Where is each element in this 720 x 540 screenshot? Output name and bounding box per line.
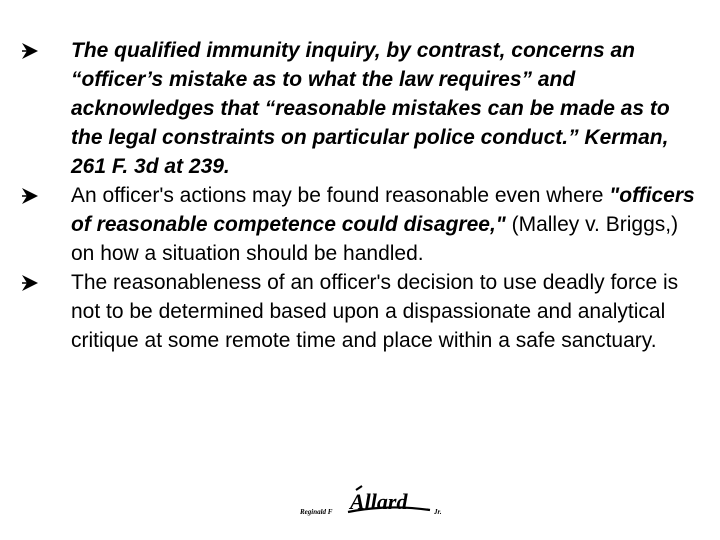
arrow-bullet-icon [20,181,44,210]
bullet-text: (Malley v. Briggs,) on how a situation should be handled. [71,213,679,265]
bullet-text: An officer's actions may be found reasonable even where [71,184,610,207]
arrow-bullet-icon [20,268,44,297]
bullet-text: The qualified immunity inquiry, by contrast, concerns an “officer’s mistake as to what the law requires” and acknowledges that “reasonable mistakes can be made as to the legal constraints on particular police conduct.” Kerman, 261 F. 3d at 239. [71,39,670,178]
logo-first-name: Reginald F [300,508,333,516]
bullet-quote-emphasis: "officers of reasonable competence could disagree," [71,184,695,236]
bullet-list [20,36,700,355]
bullet-text: The reasonableness of an officer's decision to use deadly force is not to be determined based upon a dispassionate and analytical critique at some remote time and place within a safe sanctuary. [71,271,679,352]
logo-surname: Allard [350,489,408,514]
bullet-item-qualified-immunity [20,36,700,181]
arrow-bullet-icon [20,36,44,65]
signature-logo [298,484,448,520]
bullet-item-officer-actions [20,181,700,268]
bullet-item-reasonableness [20,268,700,355]
logo-suffix: Jr. [434,508,442,516]
